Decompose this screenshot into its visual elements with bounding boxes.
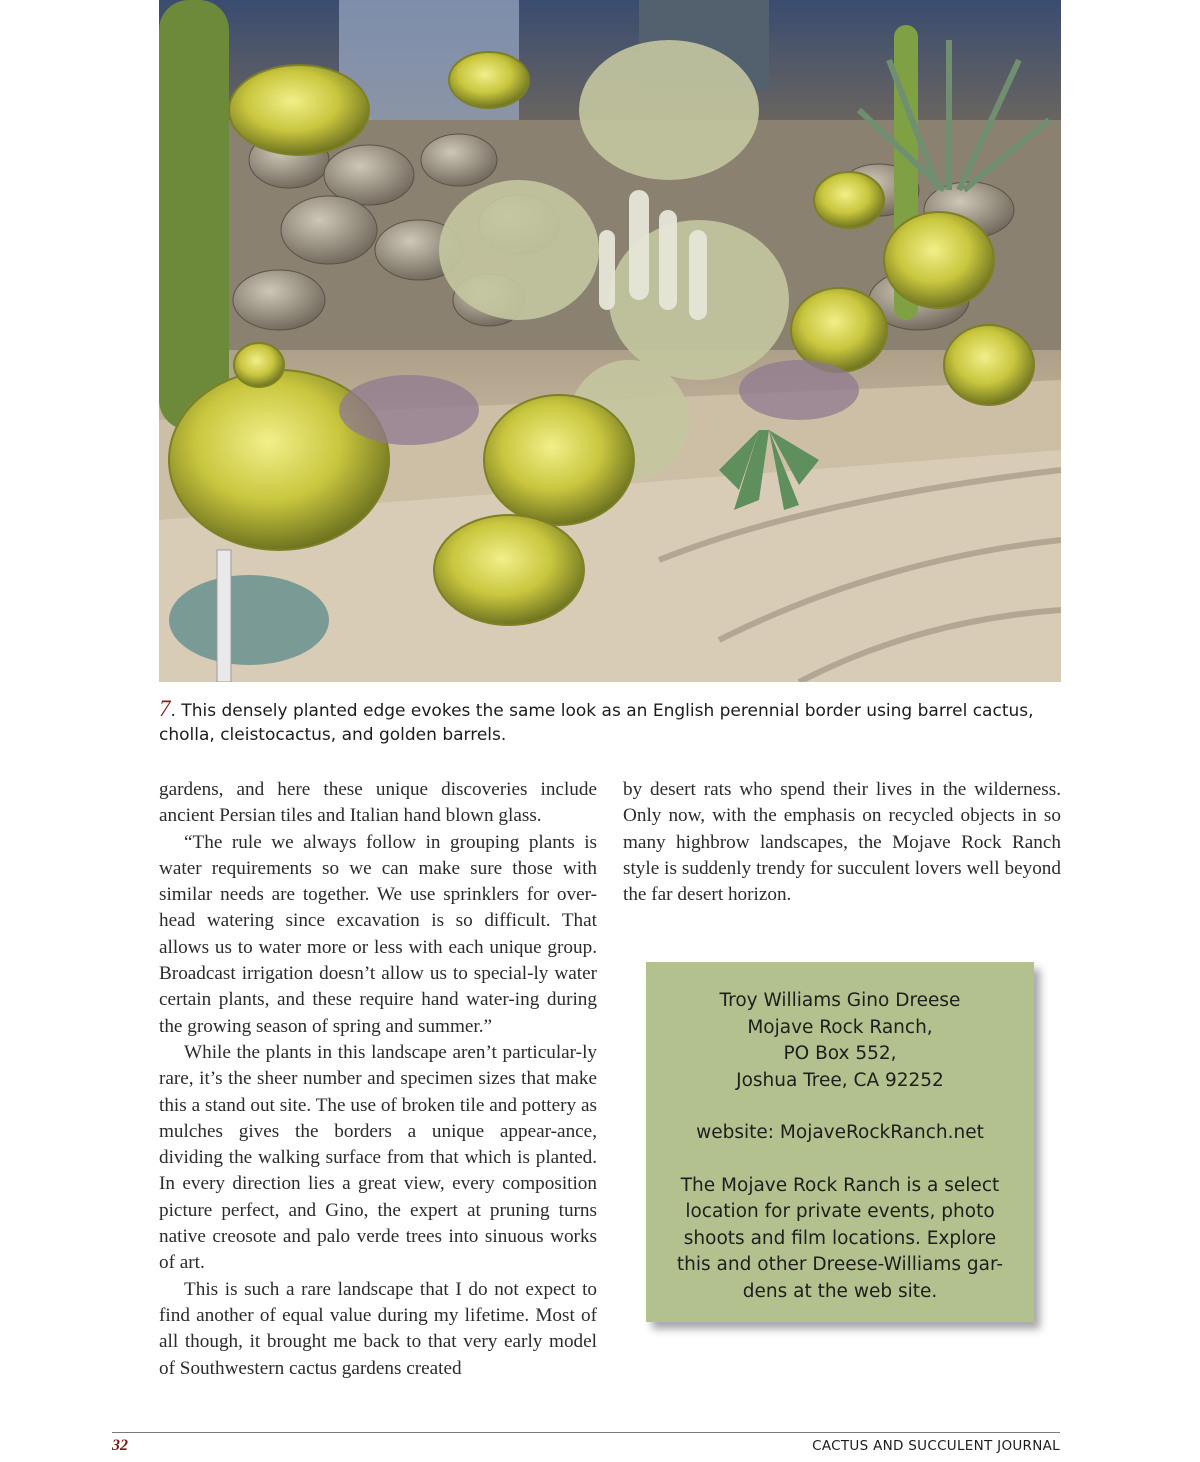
sidebar-organization: Mojave Rock Ranch, <box>747 1016 933 1038</box>
sidebar-po-box: PO Box 552, <box>783 1043 897 1064</box>
contact-sidebar <box>646 962 1034 1322</box>
sidebar-names: Troy Williams Gino Dreese <box>719 990 961 1011</box>
article-column-right <box>623 777 1061 908</box>
figure-caption <box>159 697 1061 747</box>
figure-number: 7 <box>159 696 171 721</box>
paragraph: “The rule we always follow in grouping plants is water requirements so we can make sure those with similar needs are together. We use sprinklers for over-head watering since excavation is so difficult. That allows us to water more or less with each unique group. Broadcast irrigation doesn’t allow us to special-ly water certain plants, and these require hand water-ing during the growing season of spring and summer.” <box>159 831 597 1037</box>
page-number: 32 <box>112 1437 128 1454</box>
paragraph: This is such a rare landscape that I do not expect to find another of equal value during my lifetime. Most of all though, it brought me back to that very early model of Southwestern cactus gardens created <box>159 1278 597 1379</box>
sidebar-description-line: The Mojave Rock Ranch is a select <box>680 1174 1000 1196</box>
garden-photo-illustration <box>159 0 1061 682</box>
journal-title: CACTUS AND SUCCULENT JOURNAL <box>812 1438 1060 1454</box>
paragraph: gardens, and here these unique discoveries include ancient Persian tiles and Italian hand blown glass. <box>159 779 597 827</box>
caption-text: . This densely planted edge evokes the same look as an English perennial border using barrel cactus, cholla, cleistocactus, and golden barrels. <box>159 701 1034 745</box>
sidebar-description-line: dens at the web site. <box>742 1280 938 1302</box>
sidebar-description-line: location for private events, photo <box>685 1201 995 1222</box>
paragraph: While the plants in this landscape aren’t particular-ly rare, it’s the sheer number and specimen sizes that make this a stand out site. The use of broken tile and pottery as mulches gives the borders a unique appear-ance, dividing the walking surface from that which is planted. In every direction lies a great view, every composition picture perfect, and Gino, the expert at pruning turns native creosote and palo verde trees into sinuous works of art. <box>159 1041 597 1274</box>
footer-divider <box>112 1432 1060 1433</box>
garden-photo <box>159 0 1061 682</box>
article-column-left <box>159 777 597 1382</box>
sidebar-city: Joshua Tree, CA 92252 <box>736 1069 944 1091</box>
sidebar-description-line: shoots and film locations. Explore <box>683 1227 997 1249</box>
sidebar-website: website: MojaveRockRanch.net <box>696 1122 984 1143</box>
sidebar-description-line: this and other Dreese-Williams gar- <box>676 1254 1004 1275</box>
paragraph: by desert rats who spend their lives in the wilderness. Only now, with the emphasis on recycled objects in so many highbrow landscapes, the Mojave Rock Ranch style is suddenly trendy for succulent lovers well beyond the far desert horizon. <box>623 779 1061 906</box>
